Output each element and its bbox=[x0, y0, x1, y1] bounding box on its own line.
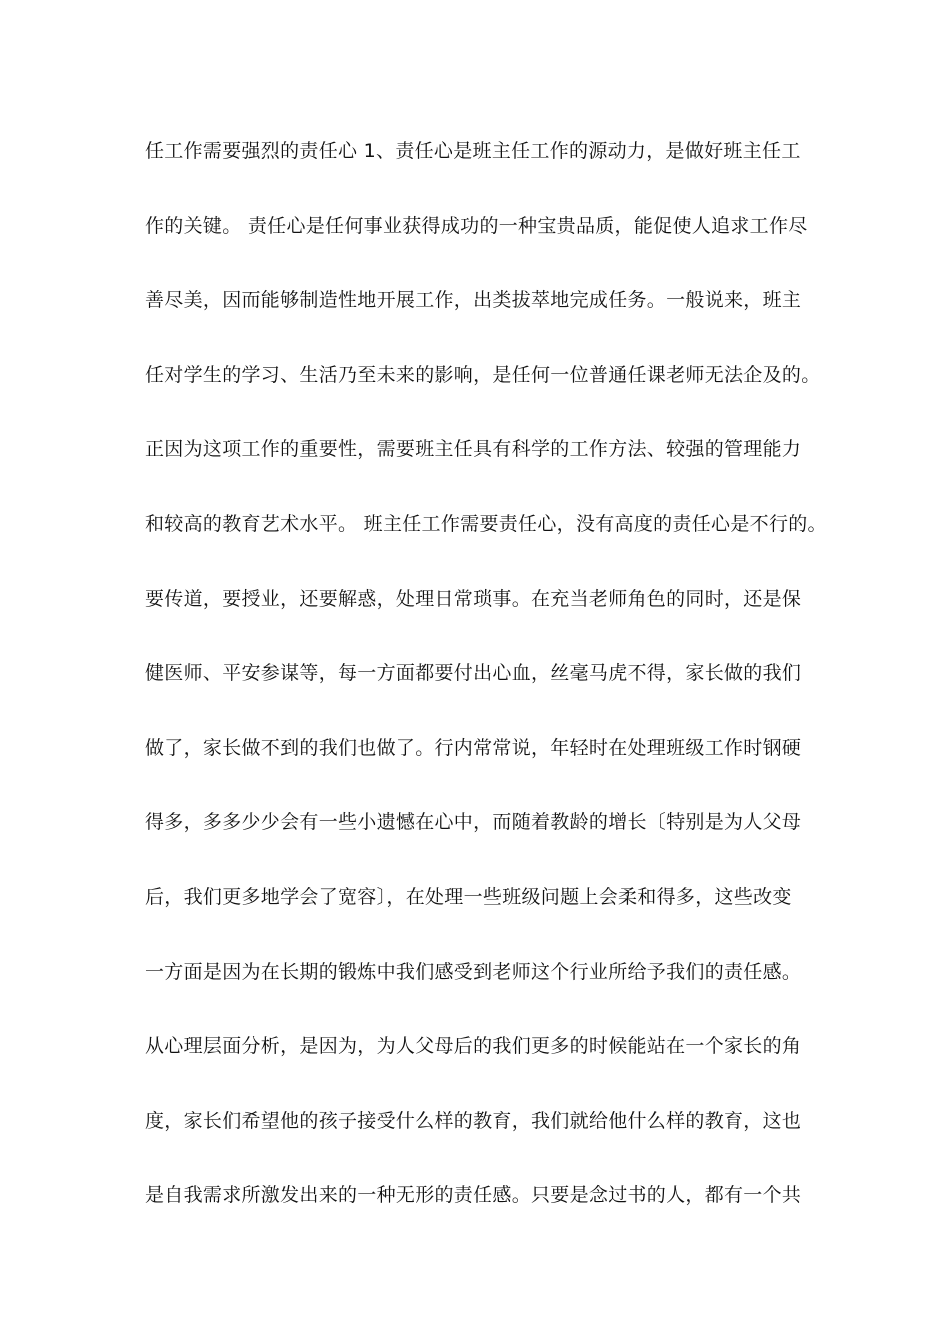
text-line: 得多，多多少少会有一些小遗憾在心中，而随着教龄的增长〔特别是为人父母 bbox=[145, 811, 802, 834]
text-line: 任工作需要强烈的责任心 1、责任心是班主任工作的源动力，是做好班主任工 bbox=[145, 140, 801, 162]
text-line: 和较高的教育艺术水平。 班主任工作需要责任心，没有高度的责任心是不行的。 bbox=[145, 512, 827, 535]
text-line: 作的关键。 责任心是任何事业获得成功的一种宝贵品质，能促使人追求工作尽 bbox=[145, 214, 808, 237]
text-line: 健医师、平安参谋等，每一方面都要付出心血，丝毫马虎不得，家长做的我们 bbox=[145, 662, 802, 685]
text-line: 任对学生的学习、生活乃至未来的影响，是任何一位普通任课老师无法企及的。 bbox=[145, 363, 821, 386]
text-line: 后，我们更多地学会了宽容〕，在处理一些班级问题上会柔和得多，这些改变 bbox=[145, 885, 792, 908]
text-line: 是自我需求所激发出来的一种无形的责任感。只要是念过书的人，都有一个共 bbox=[145, 1184, 802, 1207]
text-line: 做了，家长做不到的我们也做了。行内常常说，年轻时在处理班级工作时钢硬 bbox=[145, 736, 802, 759]
text-line: 正因为这项工作的重要性，需要班主任具有科学的工作方法、较强的管理能力 bbox=[145, 438, 802, 461]
text-line: 要传道，要授业，还要解惑，处理日常琐事。在充当老师角色的同时，还是保 bbox=[145, 587, 802, 610]
text-line: 从心理层面分析，是因为，为人父母后的我们更多的时候能站在一个家长的角 bbox=[145, 1035, 802, 1058]
body-text bbox=[145, 133, 845, 1252]
text-line: 善尽美，因而能够制造性地开展工作，出类拔萃地完成任务。一般说来，班主 bbox=[145, 289, 802, 312]
text-line: 度，家长们希望他的孩子接受什么样的教育，我们就给他什么样的教育，这也 bbox=[145, 1109, 802, 1132]
text-line: 一方面是因为在长期的锻炼中我们感受到老师这个行业所给予我们的责任感。 bbox=[145, 960, 802, 983]
